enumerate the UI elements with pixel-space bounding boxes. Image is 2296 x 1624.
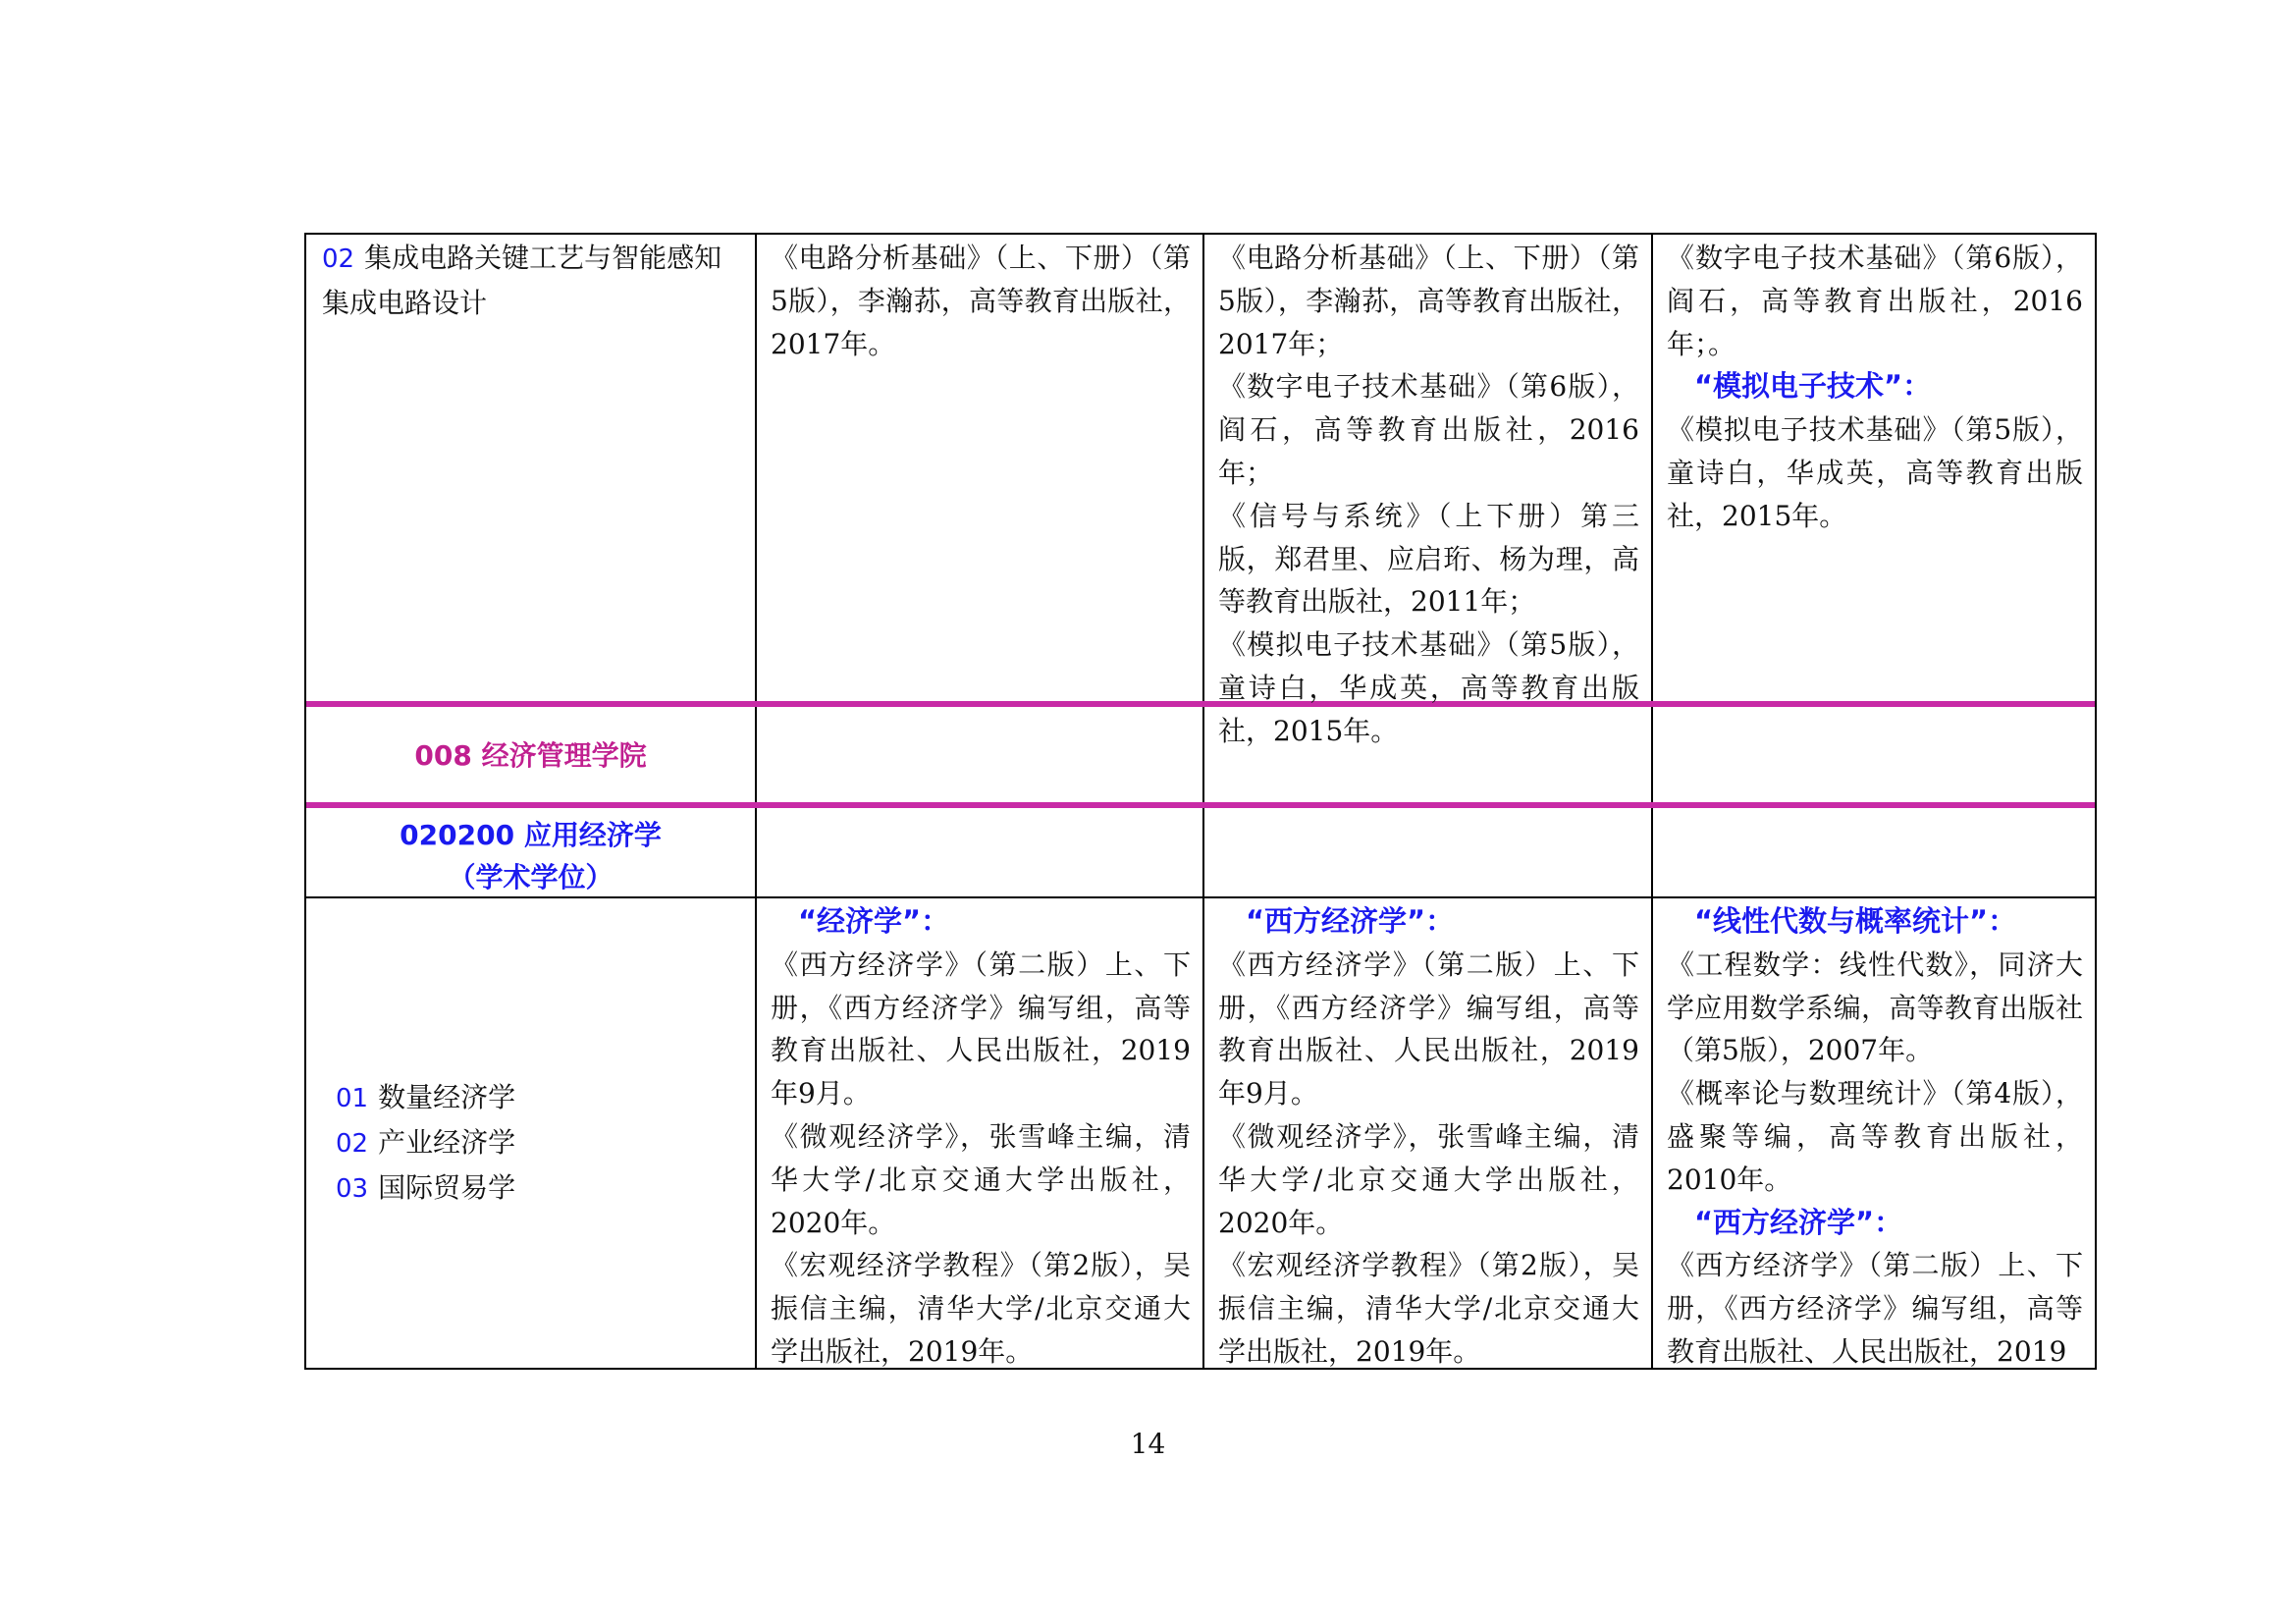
direction-name: 集成电路关键工艺与智能感知集成电路设计 [322,242,722,319]
empty-cell [755,808,1202,896]
retest-reference-cell [1202,898,1651,1368]
subject-heading: “模拟电子技术”： [1694,369,1932,404]
direction-number: 03 [336,1173,369,1204]
subject-heading: “线性代数与概率统计”： [1694,904,2017,938]
research-direction-cell [306,235,755,701]
empty-cell [1202,707,1651,802]
list-item [336,1076,515,1121]
reference-item: 《工程数学：线性代数》，同济大学应用数学系编，高等教育出版社（第5版），2007年。 [1667,947,2083,1067]
reference-item: 《微观经济学》，张雪峰主编，清华大学/北京交通大学出版社，2020年。 [771,1119,1191,1239]
equivalent-reference-cell [1651,235,2095,701]
direction-name: 国际贸易学 [378,1170,516,1204]
table-row [306,808,2095,898]
reference-item: 《宏观经济学教程》（第2版），吴振信主编，清华大学/北京交通大学出版社，2019年。 [1218,1249,1639,1368]
reference-item: 《模拟电子技术基础》（第5版），童诗白，华成英，高等教育出版社，2015年。 [1218,628,1639,747]
subject-heading: “西方经济学”： [1694,1205,1903,1239]
reference-item: 《西方经济学》（第二版）上、下册，《西方经济学》编写组，高等教育出版社、人民出版社，2019 [1667,1249,2083,1368]
reference-table [304,233,2097,1370]
list-item [336,1121,515,1166]
subject-heading: “经济学”： [798,904,950,938]
exam-reference-cell [755,898,1202,1368]
school-cell [306,707,755,802]
direction-list [336,1076,515,1211]
subject-heading: “西方经济学”： [1246,904,1455,938]
direction-number: 02 [336,1128,369,1159]
reference-item: 《概率论与数理统计》（第4版），盛聚等编，高等教育出版社，2010年。 [1667,1077,2083,1196]
list-item [336,1166,515,1212]
reference-item: 《宏观经济学教程》（第2版），吴振信主编，清华大学/北京交通大学出版社，2019年。 [771,1249,1191,1368]
reference-item: 《西方经济学》（第二版）上、下册，《西方经济学》编写组，高等教育出版社、人民出版社，2019年9月。 [1218,947,1639,1110]
research-direction-cell [306,898,755,1368]
table-row [306,898,2095,1368]
major-code-name: 020200 应用经济学 [400,819,662,851]
direction-number: 01 [336,1084,369,1113]
exam-reference-cell [755,235,1202,701]
direction-name: 产业经济学 [378,1125,516,1159]
major-cell [306,808,755,896]
reference-item: 《数字电子技术基础》（第6版），阎石，高等教育出版社，2016年； [1218,370,1639,489]
empty-cell [1651,707,2095,802]
direction-number: 02 [322,244,355,274]
reference-item: 《模拟电子技术基础》（第5版），童诗白，华成英，高等教育出版社，2015年。 [1667,413,2083,532]
reference-item: 《电路分析基础》（上、下册）（第5版），李瀚荪，高等教育出版社，2017年； [1218,242,1639,360]
empty-cell [755,707,1202,802]
degree-type: （学术学位） [448,861,614,893]
table-row [306,707,2095,808]
reference-item: 《电路分析基础》（上、下册）（第5版），李瀚荪，高等教育出版社，2017年。 [771,242,1191,360]
direction-name: 数量经济学 [378,1081,516,1113]
school-name: 008 经济管理学院 [414,739,647,772]
retest-reference-cell [1202,235,1651,747]
reference-item: 《微观经济学》，张雪峰主编，清华大学/北京交通大学出版社，2020年。 [1218,1119,1639,1239]
empty-cell [1651,808,2095,896]
reference-item: 《西方经济学》（第二版）上、下册，《西方经济学》编写组，高等教育出版社、人民出版社，2019年9月。 [771,947,1191,1110]
equivalent-reference-cell [1651,898,2095,1368]
table-row [306,235,2095,747]
reference-item: 《信号与系统》（上下册）第三版，郑君里、应启珩、杨为理，高等教育出版社，2011年； [1218,499,1639,619]
reference-item: 《数字电子技术基础》（第6版），阎石，高等教育出版社，2016年；。 [1667,242,2083,360]
major-name [306,814,755,898]
page-number: 14 [1130,1428,1166,1460]
empty-cell [1202,808,1651,896]
